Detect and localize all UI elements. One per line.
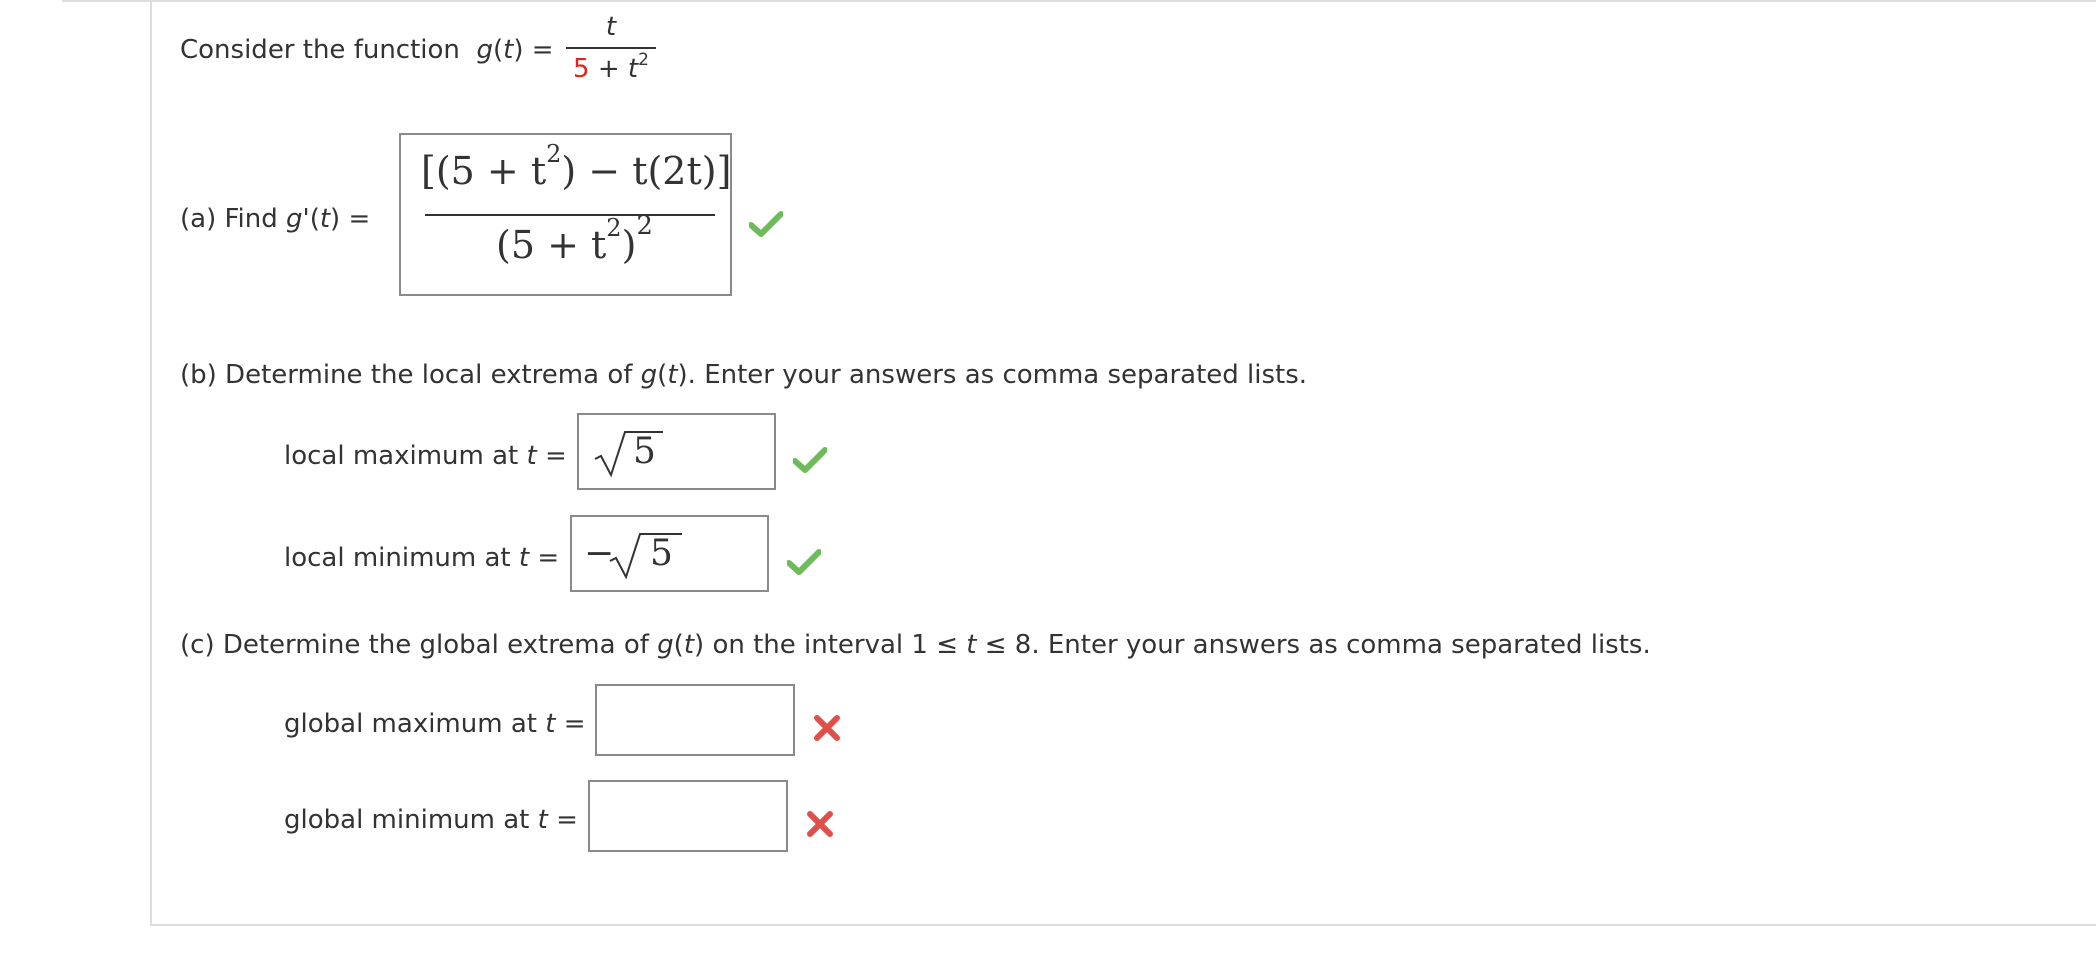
local-min-value: 5 [650, 533, 673, 574]
global-min-label: global minimum at t = [284, 805, 578, 835]
check-icon [787, 549, 821, 575]
local-min-sign: − [584, 533, 615, 574]
local-min-input[interactable] [570, 515, 769, 592]
intro-fraction-numerator: t [605, 12, 617, 42]
cross-icon [813, 714, 841, 742]
global-max-input[interactable] [595, 684, 795, 756]
check-icon [749, 211, 783, 237]
intro-fraction-denominator: $5 + t^2$ [573, 50, 649, 84]
intro-text: Consider the function g(t) = [180, 35, 554, 65]
local-min-label: local minimum at t = [284, 543, 560, 573]
derivative-denominator: $(5 + t^2)^2$ [496, 211, 653, 267]
cross-icon [806, 810, 834, 838]
local-max-label: local maximum at t = [284, 441, 567, 471]
part-c-prompt: (c) Determine the global extrema of g(t) on the interval 1 ≤ t ≤ 8. Enter your answers as comma separated lists. [180, 630, 1651, 660]
check-icon [793, 447, 827, 473]
local-max-input[interactable] [577, 413, 776, 490]
global-min-input[interactable] [588, 780, 788, 852]
derivative-numerator: $[(5 + t^2) - t(2t)]$ [421, 140, 732, 193]
part-a-label: (a) Find g'(t) = [180, 204, 371, 234]
derivative-answer-field[interactable] [399, 133, 732, 296]
local-max-value: 5 [633, 431, 656, 472]
intro-fraction-bar [566, 47, 656, 49]
derivative-fraction-bar [425, 214, 715, 216]
global-max-label: global maximum at t = [284, 709, 586, 739]
part-b-prompt: (b) Determine the local extrema of g(t). Enter your answers as comma separated lists. [180, 360, 1308, 390]
